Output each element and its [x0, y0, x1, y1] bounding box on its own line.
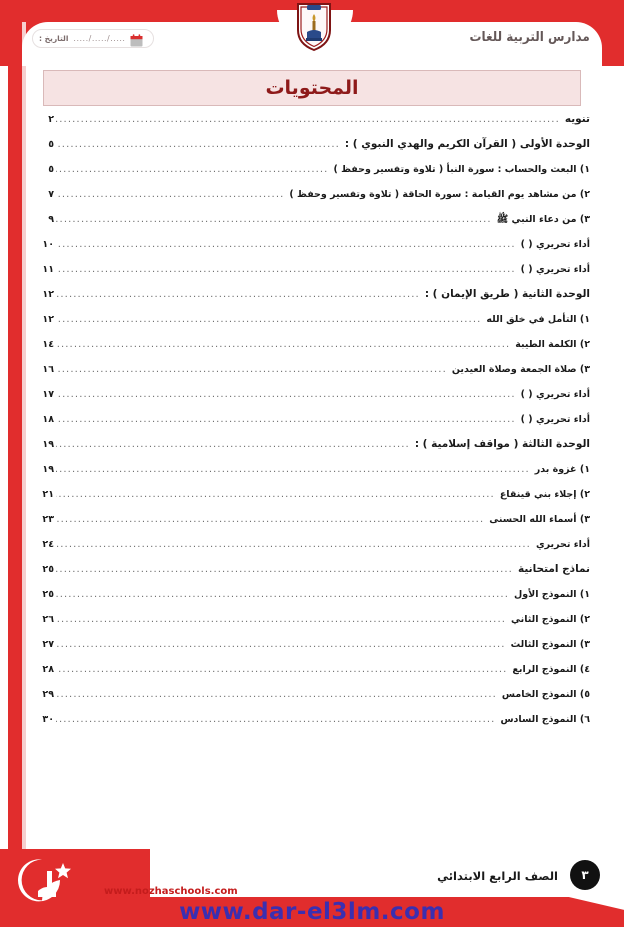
toc-entry-page: ٢٩ — [42, 689, 54, 700]
left-bar-shade — [22, 22, 26, 852]
toc-entry-label: ٥) النموذج الخامس — [501, 689, 590, 700]
grade-label: الصف الرابع الابتدائي — [437, 869, 558, 883]
toc-entry-page: ٢٥ — [42, 589, 54, 600]
toc-entry[interactable] — [28, 112, 590, 137]
toc-entry[interactable] — [28, 612, 590, 637]
table-of-contents — [28, 112, 590, 737]
watermark-url: www.dar-el3lm.com — [179, 899, 445, 925]
toc-entry-page: ٢٦ — [42, 614, 54, 625]
toc-entry-page: ١٦ — [42, 364, 54, 375]
toc-leader-dots — [56, 312, 481, 322]
toc-entry-label: أداء تحريري ( ) — [520, 239, 590, 250]
toc-entry[interactable] — [28, 262, 590, 287]
toc-entry-page: ١٢ — [42, 314, 54, 325]
toc-entry[interactable] — [28, 212, 590, 237]
toc-leader-dots — [56, 462, 530, 472]
toc-entry[interactable] — [28, 487, 590, 512]
toc-leader-dots — [56, 337, 510, 347]
date-blanks: ...../...../..... — [73, 34, 126, 43]
toc-entry-page: ٢١ — [42, 489, 54, 500]
page-header — [26, 26, 598, 60]
toc-entry-label: تنويه — [564, 113, 590, 125]
toc-entry[interactable] — [28, 412, 590, 437]
toc-leader-dots — [56, 587, 509, 597]
toc-entry-page: ٢ — [48, 114, 54, 125]
toc-entry-page: ١١ — [42, 264, 54, 275]
toc-leader-dots — [56, 487, 495, 497]
toc-leader-dots — [56, 187, 284, 197]
toc-leader-dots — [56, 712, 495, 722]
toc-entry[interactable] — [28, 562, 590, 587]
toc-leader-dots — [56, 512, 484, 522]
toc-entry-label: ٣) النموذج الثالث — [510, 639, 590, 650]
toc-leader-dots — [56, 562, 513, 572]
toc-entry[interactable] — [28, 237, 590, 262]
toc-entry-label: ٣) من دعاء النبي ﷺ — [496, 214, 590, 225]
toc-leader-dots — [56, 612, 506, 622]
toc-entry-label: ٢) إجلاء بني قينقاع — [499, 489, 590, 500]
toc-leader-dots — [56, 237, 516, 247]
toc-entry[interactable] — [28, 387, 590, 412]
toc-leader-dots — [56, 287, 420, 297]
toc-entry-page: ١٠ — [42, 239, 54, 250]
toc-entry[interactable] — [28, 437, 590, 462]
toc-entry-page: ١٨ — [42, 414, 54, 425]
brand-name: مدارس التربية للغات — [469, 30, 590, 45]
toc-leader-dots — [56, 137, 340, 147]
toc-entry-label: ٢) النموذج الثاني — [511, 614, 590, 625]
contents-title-bar — [43, 70, 581, 106]
toc-entry-page: ١٩ — [42, 439, 54, 450]
toc-entry[interactable] — [28, 712, 590, 737]
toc-entry-label: نماذج امتحانية — [517, 563, 590, 575]
toc-entry-label: ٣) أسماء الله الحسنى — [489, 514, 590, 525]
toc-entry[interactable] — [28, 162, 590, 187]
calendar-icon — [130, 32, 143, 45]
toc-entry-label: الوحدة الأولى ( القرآن الكريم والهدي النبوي ) : — [344, 138, 590, 150]
toc-entry-label: ٢) من مشاهد يوم القيامة : سورة الحاقة ( تلاوة وتفسير وحفظ ) — [289, 189, 590, 200]
toc-entry[interactable] — [28, 662, 590, 687]
toc-entry-page: ١٤ — [42, 339, 54, 350]
toc-entry[interactable] — [28, 537, 590, 562]
toc-entry-page: ٥ — [48, 139, 54, 150]
toc-entry[interactable] — [28, 637, 590, 662]
toc-leader-dots — [56, 112, 560, 122]
toc-entry-page: ٥ — [48, 164, 54, 175]
toc-leader-dots — [56, 262, 516, 272]
toc-entry-page: ٢٥ — [42, 564, 54, 575]
toc-leader-dots — [56, 162, 328, 172]
toc-entry-page: ٢٤ — [42, 539, 54, 550]
toc-leader-dots — [56, 212, 492, 222]
toc-entry-page: ٢٧ — [42, 639, 54, 650]
toc-entry-label: ١) النموذج الأول — [514, 589, 590, 600]
toc-entry-page: ١٩ — [42, 464, 54, 475]
date-field[interactable] — [32, 29, 154, 48]
toc-entry[interactable] — [28, 337, 590, 362]
page-number-badge: ٣ — [570, 860, 600, 890]
toc-entry-label: أداء تحريري ( ) — [520, 264, 590, 275]
toc-entry[interactable] — [28, 287, 590, 312]
toc-entry-label: الوحدة الثانية ( طريق الإيمان ) : — [424, 288, 590, 300]
toc-entry-page: ٣٠ — [42, 714, 54, 725]
toc-leader-dots — [56, 387, 516, 397]
toc-entry-page: ٢٣ — [42, 514, 54, 525]
toc-leader-dots — [56, 637, 506, 647]
toc-entry-label: الوحدة الثالثة ( مواقف إسلامية ) : — [414, 438, 590, 450]
toc-entry-label: ١) غزوة بدر — [534, 464, 590, 475]
toc-entry[interactable] — [28, 312, 590, 337]
toc-entry-label: أداء تحريري ( ) — [520, 389, 590, 400]
toc-leader-dots — [56, 437, 410, 447]
toc-entry-label: أداء تحريري ( ) — [520, 414, 590, 425]
toc-leader-dots — [56, 662, 507, 672]
toc-entry-label: ١) البعث والحساب : سورة النبأ ( تلاوة وتفسير وحفظ ) — [333, 164, 590, 175]
toc-leader-dots — [56, 537, 531, 547]
toc-entry-label: ٢) الكلمة الطيبة — [515, 339, 590, 350]
toc-entry-label: ١) التأمل في خلق الله — [486, 314, 590, 325]
toc-entry[interactable] — [28, 587, 590, 612]
toc-leader-dots — [56, 362, 447, 372]
toc-entry-page: ١٧ — [42, 389, 54, 400]
toc-entry[interactable] — [28, 362, 590, 387]
toc-leader-dots — [56, 412, 516, 422]
toc-leader-dots — [56, 687, 497, 697]
toc-entry-label: ٤) النموذج الرابع — [512, 664, 590, 675]
school-website[interactable]: www.nozhaschools.com — [104, 886, 238, 897]
toc-entry[interactable] — [28, 687, 590, 712]
toc-entry-page: ٧ — [48, 189, 54, 200]
date-label: التاريخ : — [39, 34, 69, 43]
toc-entry-page: ٩ — [48, 214, 54, 225]
toc-entry[interactable] — [28, 462, 590, 487]
toc-entry-page: ١٢ — [42, 289, 54, 300]
toc-entry-page: ٢٨ — [42, 664, 54, 675]
page-title: المحتويات — [265, 77, 359, 99]
toc-entry[interactable] — [28, 512, 590, 537]
toc-entry[interactable] — [28, 187, 590, 212]
toc-entry[interactable] — [28, 137, 590, 162]
toc-entry-label: ٣) صلاة الجمعة وصلاة العيدين — [451, 364, 590, 375]
toc-entry-label: أداء تحريري — [535, 539, 590, 550]
toc-entry-label: ٦) النموذج السادس — [500, 714, 590, 725]
